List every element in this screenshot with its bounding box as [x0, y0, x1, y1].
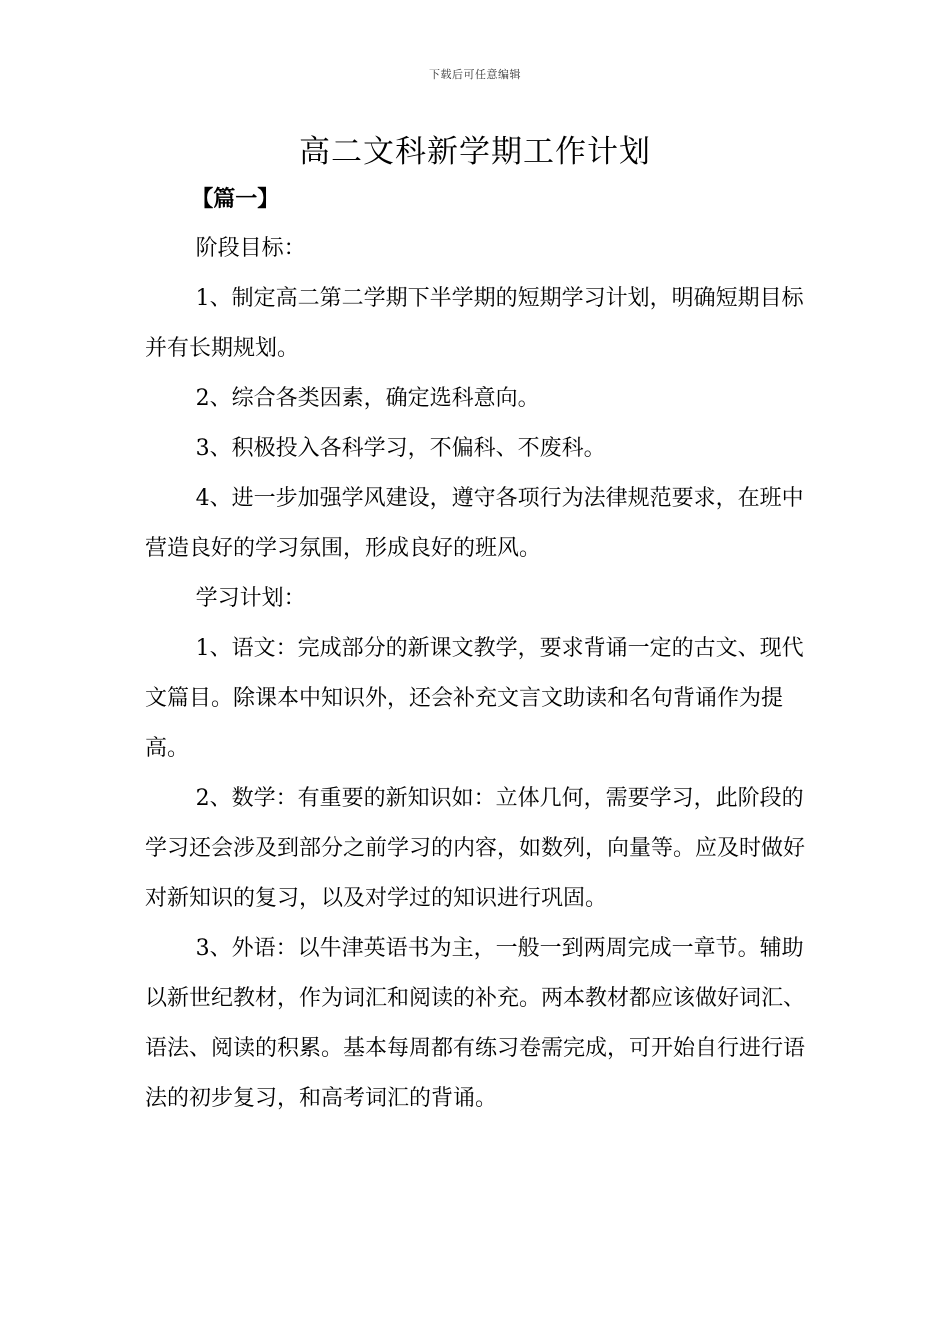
- heading-stage-goals: 阶段目标：: [195, 236, 306, 261]
- document-body: [145, 174, 825, 1124]
- plan-item-math: 2、数学：有重要的新知识如：立体几何，需要学习，此阶段的学习还会涉及到部分之前学习的内容，如数列，向量等。应及时做好对新知识的复习，以及对学过的知识进行巩固。: [145, 786, 806, 911]
- plan-item-english: 3、外语：以牛津英语书为主，一般一到两周完成一章节。辅助以新世纪教材，作为词汇和阅读的补充。两本教材都应该做好词汇、语法、阅读的积累。基本每周都有练习卷需完成，可开始自行进行语法的初步复习，和高考词汇的背诵。: [145, 936, 806, 1111]
- goal-item-2: 2、综合各类因素，确定选科意向。: [195, 386, 540, 411]
- goal-item-4: 4、进一步加强学风建设，遵守各项行为法律规范要求，在班中营造良好的学习氛围，形成良好的班风。: [145, 486, 804, 561]
- heading-study-plan: 学习计划：: [195, 586, 306, 611]
- section-tag: 【篇一】: [191, 186, 280, 212]
- header-note: 下载后可任意编辑: [429, 68, 521, 81]
- document-title: 高二文科新学期工作计划: [299, 134, 651, 170]
- goal-item-3: 3、积极投入各科学习，不偏科、不废科。: [195, 436, 606, 461]
- goal-item-1: 1、制定高二第二学期下半学期的短期学习计划，明确短期目标并有长期规划。: [145, 286, 804, 361]
- plan-item-chinese: 1、语文：完成部分的新课文教学，要求背诵一定的古文、现代文篇目。除课本中知识外，还会补充文言文助读和名句背诵作为提高。: [145, 636, 804, 761]
